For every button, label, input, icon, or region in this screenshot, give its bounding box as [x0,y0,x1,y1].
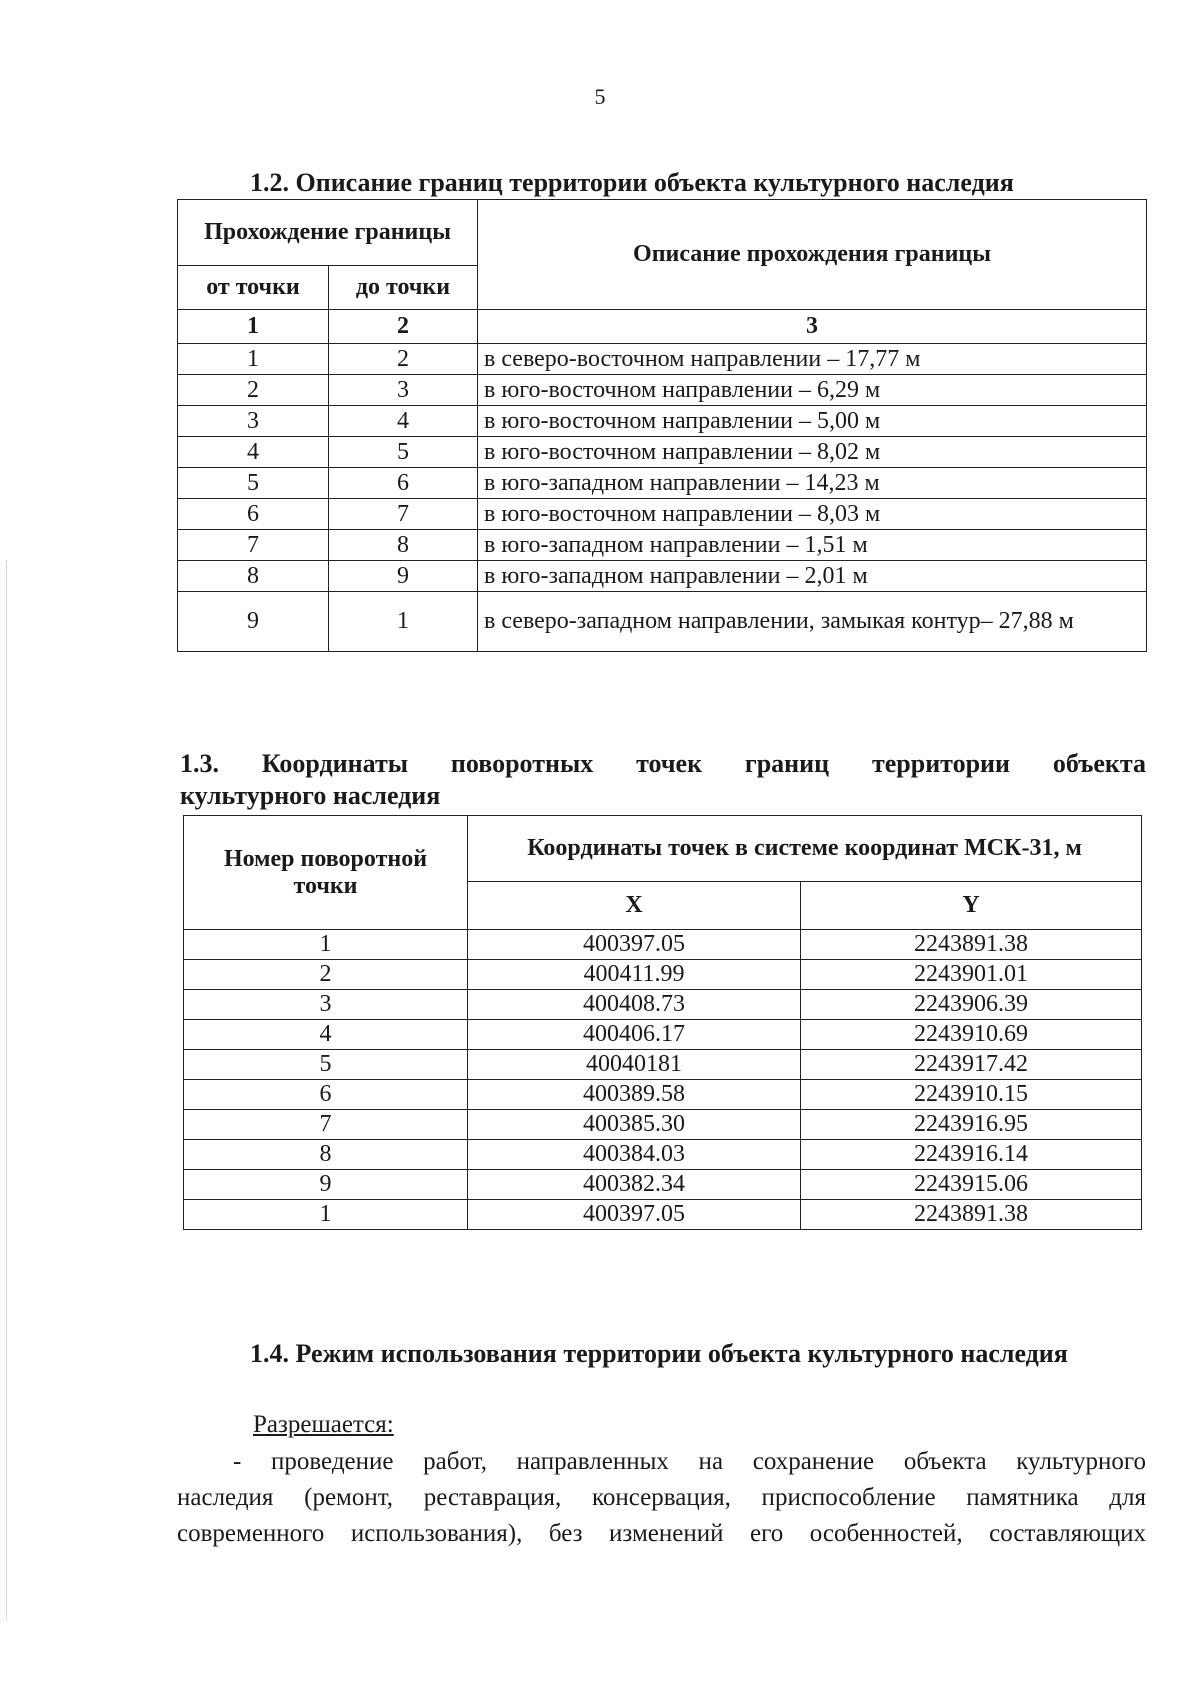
coordinate-row [184,960,1142,990]
coordinate-y: 2243916.14 [801,1140,1142,1170]
coordinate-y: 2243915.06 [801,1170,1142,1200]
boundary-row [178,344,1147,375]
point-number: 5 [184,1050,468,1080]
section-1-3-title-line1: 1.3. Координаты поворотных точек границ территории объекта [180,749,1146,778]
boundary-row [178,468,1147,499]
to-point: 2 [329,344,478,375]
allowed-paragraph [177,1444,1146,1552]
from-point: 2 [178,375,329,406]
header-description: Описание прохождения границы [478,200,1147,310]
from-point: 8 [178,561,329,592]
point-number: 1 [184,1200,468,1230]
point-number: 9 [184,1170,468,1200]
boundary-table-body [178,344,1147,652]
boundary-row [178,530,1147,561]
boundary-row [178,592,1147,652]
from-point: 5 [178,468,329,499]
col-number: 1 [178,310,329,344]
coordinate-x: 400397.05 [468,930,801,960]
coordinate-x: 400406.17 [468,1020,801,1050]
coordinate-y: 2243910.69 [801,1020,1142,1050]
boundary-description: в юго-восточном направлении – 5,00 м [478,406,1147,437]
coordinate-row [184,1200,1142,1230]
point-number: 7 [184,1110,468,1140]
paragraph-line: - проведение работ, направленных на сохранение объекта культурного [233,1448,1146,1475]
to-point: 6 [329,468,478,499]
to-point: 7 [329,499,478,530]
from-point: 6 [178,499,329,530]
point-number: 8 [184,1140,468,1170]
coordinate-row [184,1140,1142,1170]
section-1-3-title-line2: культурного наследия [180,781,441,810]
point-number: 4 [184,1020,468,1050]
scan-margin-dots [6,560,7,1620]
coordinate-row [184,1050,1142,1080]
to-point: 3 [329,375,478,406]
from-point: 7 [178,530,329,561]
from-point: 4 [178,437,329,468]
coordinate-row [184,1020,1142,1050]
header-y: Y [801,882,1142,930]
header-coordinates: Координаты точек в системе координат МСК-31, м [468,816,1142,882]
coordinate-row [184,930,1142,960]
to-point: 9 [329,561,478,592]
to-point: 1 [329,592,478,652]
coordinate-x: 400382.34 [468,1170,801,1200]
from-point: 3 [178,406,329,437]
boundary-description: в северо-западном направлении, замыкая контур– 27,88 м [478,592,1147,652]
coordinate-y: 2243917.42 [801,1050,1142,1080]
coordinate-row [184,1110,1142,1140]
coordinate-row [184,990,1142,1020]
col-number: 2 [329,310,478,344]
header-passage: Прохождение границы [178,200,478,266]
coordinates-table-body [184,930,1142,1230]
boundary-description: в юго-западном направлении – 1,51 м [478,530,1147,561]
boundary-row [178,499,1147,530]
coordinate-y: 2243891.38 [801,1200,1142,1230]
paragraph-line: наследия (ремонт, реставрация, консервация, приспособление памятника для [177,1484,1146,1511]
boundary-description: в юго-восточном направлении – 8,03 м [478,499,1147,530]
point-number: 6 [184,1080,468,1110]
point-number: 2 [184,960,468,990]
boundary-row [178,437,1147,468]
from-point: 9 [178,592,329,652]
boundary-description: в юго-восточном направлении – 8,02 м [478,437,1147,468]
coordinate-y: 2243910.15 [801,1080,1142,1110]
col-number: 3 [478,310,1147,344]
coordinate-x: 400411.99 [468,960,801,990]
coordinate-x: 400408.73 [468,990,801,1020]
allowed-label: Разрешается: [253,1411,394,1438]
boundary-row [178,561,1147,592]
coordinate-y: 2243916.95 [801,1110,1142,1140]
coordinate-row [184,1170,1142,1200]
to-point: 8 [329,530,478,561]
to-point: 5 [329,437,478,468]
boundary-description: в юго-западном направлении – 14,23 м [478,468,1147,499]
section-1-2-title: 1.2. Описание границ территории объекта культурного наследия [250,168,1014,197]
point-number: 1 [184,930,468,960]
header-from: от точки [178,266,329,310]
coordinate-x: 400384.03 [468,1140,801,1170]
coordinate-x: 400385.30 [468,1110,801,1140]
header-x: X [468,882,801,930]
boundary-row [178,406,1147,437]
coordinate-y: 2243901.01 [801,960,1142,990]
coordinates-table [183,815,1142,1230]
coordinate-x: 400397.05 [468,1200,801,1230]
coordinate-y: 2243906.39 [801,990,1142,1020]
coordinate-x: 400389.58 [468,1080,801,1110]
boundary-description: в юго-западном направлении – 2,01 м [478,561,1147,592]
boundary-description-table [177,199,1147,652]
header-point-number: Номер поворотной точки [184,816,468,930]
boundary-description: в юго-восточном направлении – 6,29 м [478,375,1147,406]
to-point: 4 [329,406,478,437]
page-number: 5 [594,84,606,109]
coordinate-x: 40040181 [468,1050,801,1080]
boundary-description: в северо-восточном направлении – 17,77 м [478,344,1147,375]
boundary-row [178,375,1147,406]
from-point: 1 [178,344,329,375]
coordinate-y: 2243891.38 [801,930,1142,960]
section-1-4-title: 1.4. Режим использования территории объекта культурного наследия [250,1339,1068,1368]
point-number: 3 [184,990,468,1020]
header-to: до точки [329,266,478,310]
paragraph-line: современного использования), без изменений его особенностей, составляющих [177,1520,1146,1547]
coordinate-row [184,1080,1142,1110]
